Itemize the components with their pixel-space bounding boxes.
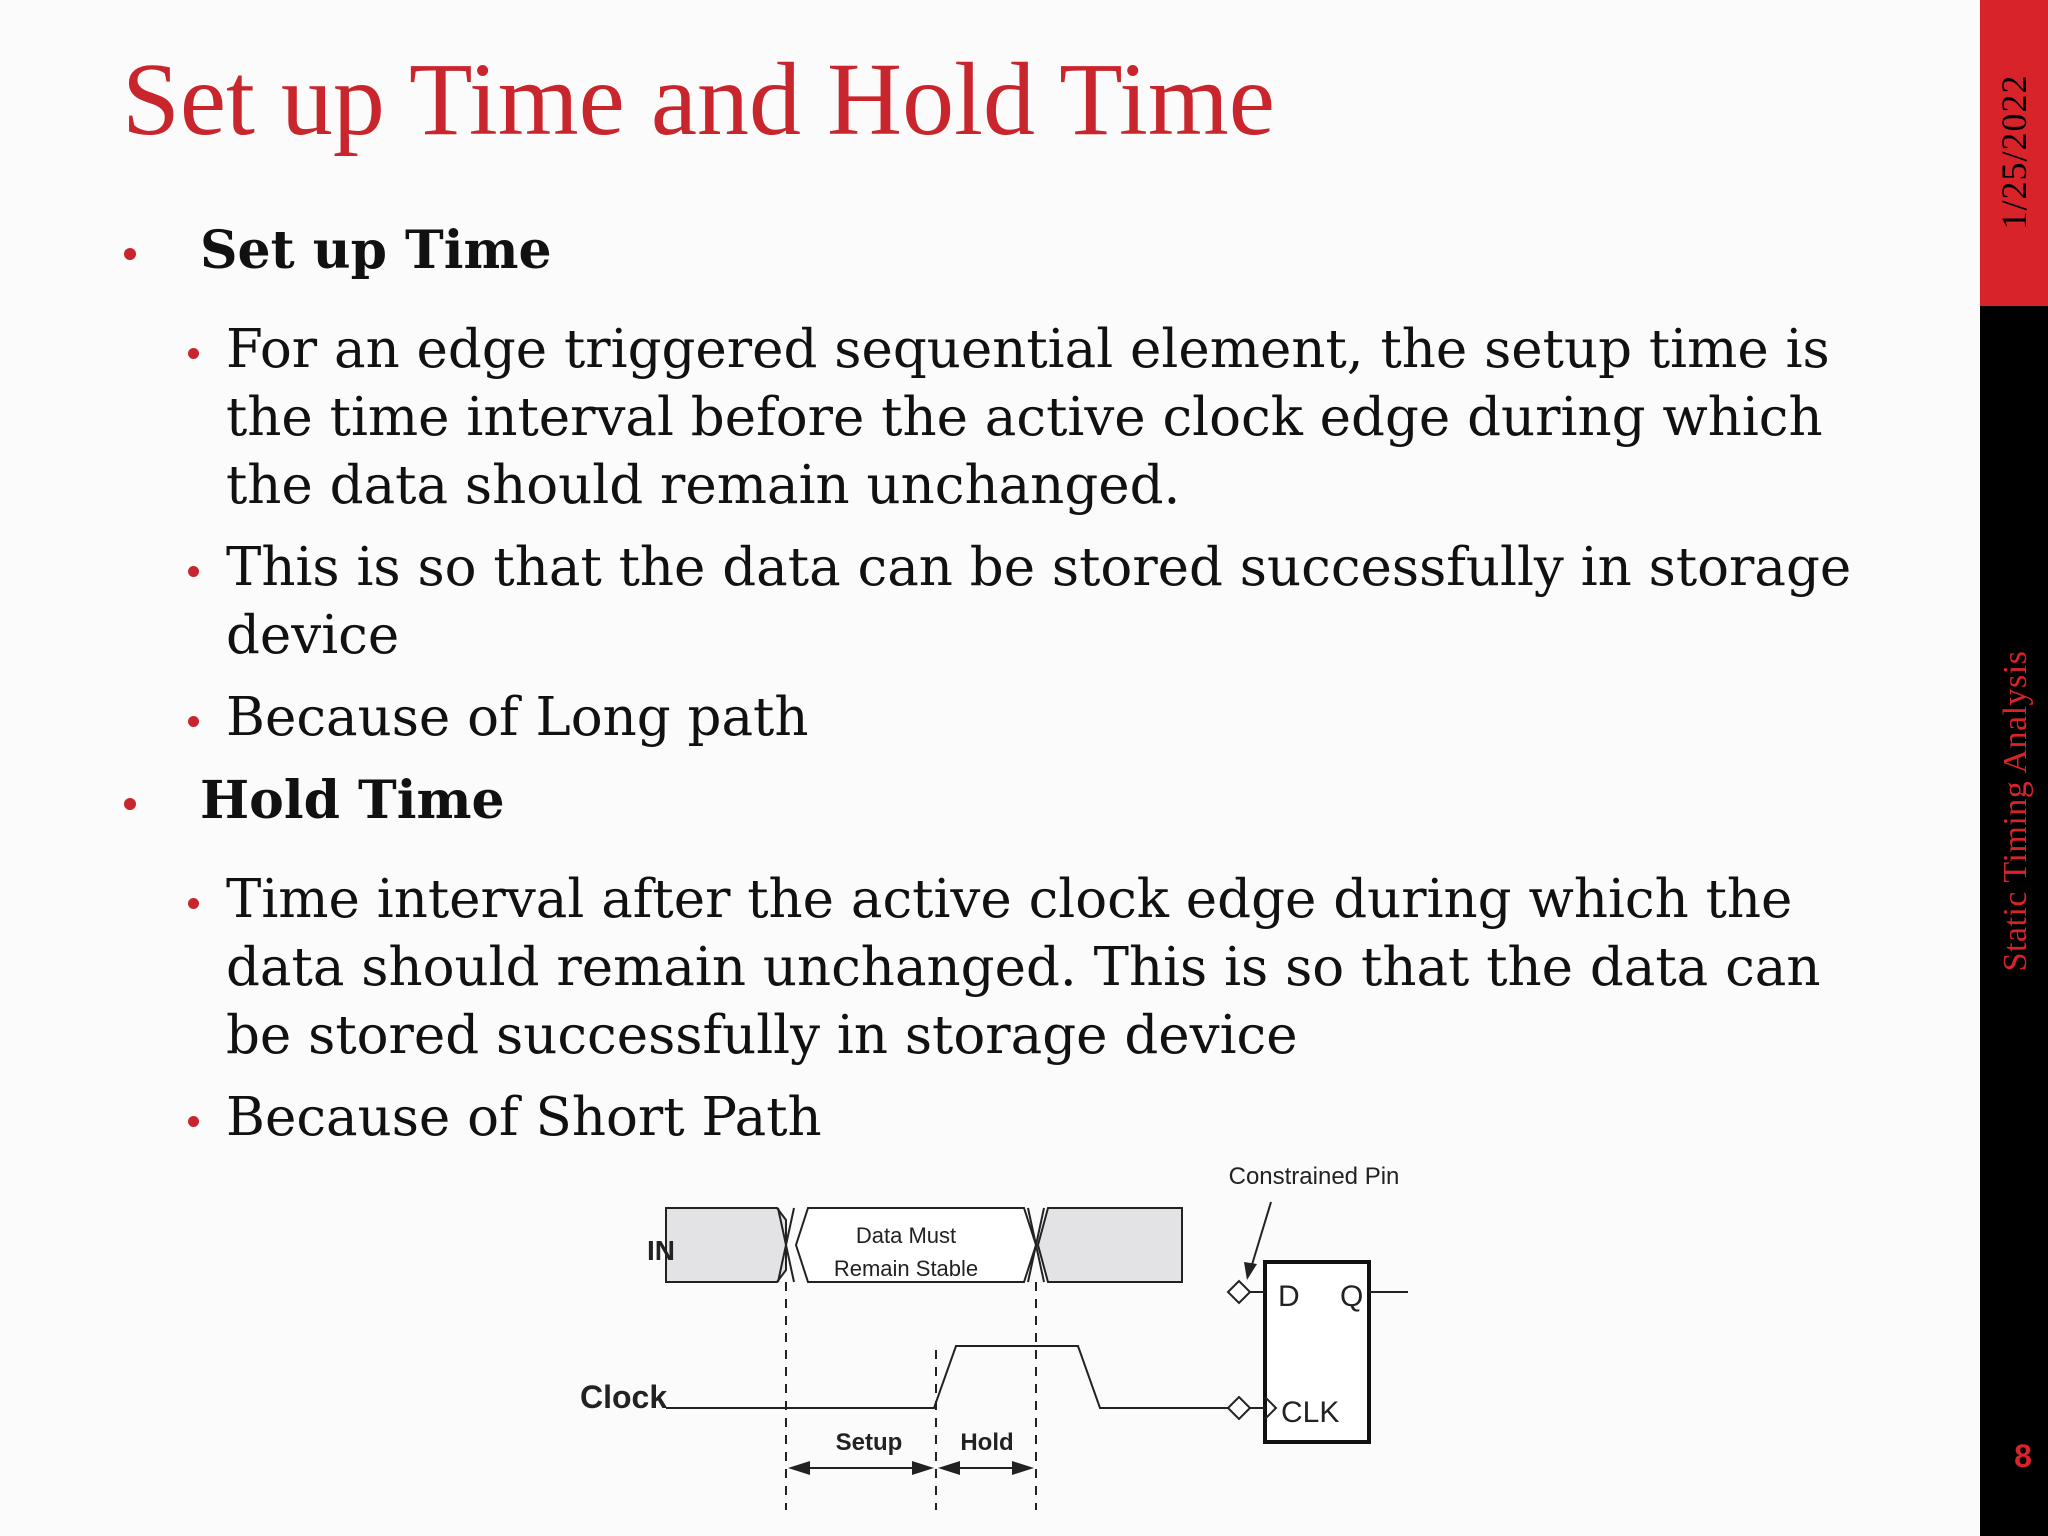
bullet-text: Because of Long path [226, 687, 809, 748]
arrowhead [938, 1461, 960, 1475]
bullet-text: the data should remain unchanged. [226, 455, 1181, 516]
bullet-text: Time interval after the active clock edge during which the [226, 869, 1793, 930]
bullet-dot [186, 870, 206, 930]
bullet-dot [186, 688, 206, 748]
section-heading-hold: Hold Time [200, 770, 505, 831]
pin-q-label: Q [1340, 1280, 1364, 1313]
clock-label: Clock [580, 1379, 668, 1415]
bullet-dot [122, 772, 142, 832]
in-band-after [1038, 1208, 1182, 1282]
callout-arrowhead [1244, 1262, 1257, 1280]
section-heading-setup: Set up Time [200, 220, 552, 281]
bullet-text: device [226, 605, 400, 666]
bullet-dot [186, 320, 206, 380]
bullet-text: For an edge triggered sequential element, the setup time is [226, 319, 1830, 380]
bullet-dot [186, 538, 206, 598]
slide-title: Set up Time and Hold Time [122, 42, 1275, 157]
bullet-text: Because of Short Path [226, 1087, 822, 1148]
timing-diagram [560, 1150, 1420, 1520]
callout-line [1251, 1202, 1271, 1268]
bullet-text: This is so that the data can be stored successfully in storage [226, 537, 1852, 598]
clock-waveform [666, 1346, 1232, 1408]
bullet-text: data should remain unchanged. This is so that the data can [226, 937, 1821, 998]
stable-label-line2: Remain Stable [833, 1256, 979, 1281]
bullet-text: the time interval before the active clock edge during which [226, 387, 1823, 448]
in-label: IN [647, 1235, 675, 1266]
pin-clk-label: CLK [1281, 1396, 1340, 1429]
arrowhead [912, 1461, 934, 1475]
setup-label: Setup [835, 1429, 903, 1456]
deck-title: Static Timing Analysis [1997, 650, 2034, 972]
bullet-dot [186, 1088, 206, 1148]
bullet-dot [122, 222, 142, 282]
arrowhead [788, 1461, 810, 1475]
stable-label-line1: Data Must [855, 1223, 957, 1248]
d-pin-diamond [1228, 1281, 1250, 1303]
clk-pin-diamond [1228, 1397, 1250, 1419]
pin-d-label: D [1278, 1280, 1300, 1313]
constrained-pin-label: Constrained Pin [1228, 1163, 1400, 1190]
in-band-before [666, 1208, 786, 1282]
bullet-text: be stored successfully in storage device [226, 1005, 1298, 1066]
arrowhead [1012, 1461, 1034, 1475]
page-number: 8 [2014, 1438, 2032, 1474]
slide-date: 1/25/2022 [1994, 74, 2034, 230]
hold-label: Hold [960, 1429, 1014, 1456]
